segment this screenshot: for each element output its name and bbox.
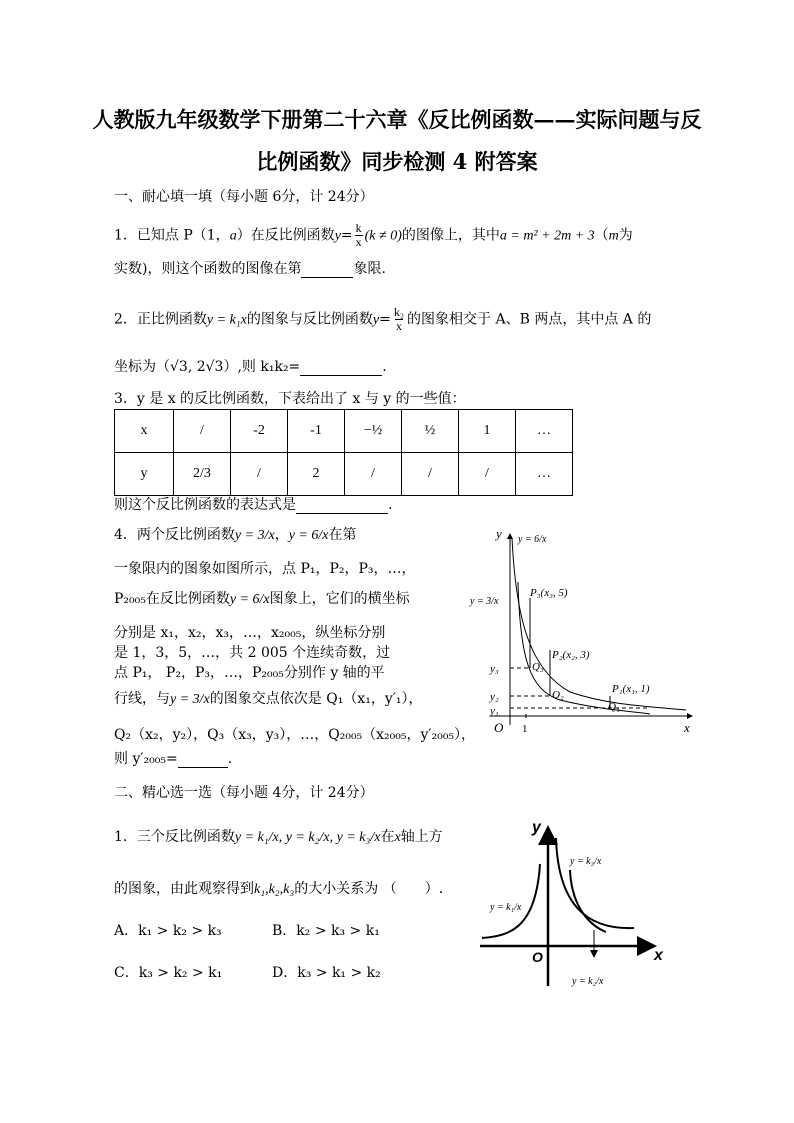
q1-var-y: y <box>334 228 341 244</box>
section2-heading: 二、精心选一选（每小题 4分，计 24分） <box>114 785 374 801</box>
y-axis-label: y <box>532 819 541 836</box>
question-1-4-line6: 点 P₁， P₂，P₃，…，P₂₀₀₅分别作 y 轴的平 <box>114 665 385 681</box>
label-k3: y = k₃/x <box>570 856 602 867</box>
tick-label-1: 1 <box>522 723 528 735</box>
option-b[interactable]: B．k₂ > k₃ > k₁ <box>272 923 380 939</box>
question-1-1-line1 <box>114 222 633 249</box>
table-cell: … <box>516 453 573 496</box>
q1-text-e: 为 <box>618 227 633 244</box>
label-q2: Q₂ <box>552 689 564 701</box>
table-cell: −½ <box>345 410 402 453</box>
table-cell: / <box>402 453 459 496</box>
table-cell: -1 <box>288 410 345 453</box>
q1-text-d: （ <box>594 227 609 244</box>
q3-after-text: 则这个反比例函数的表达式是 <box>114 497 296 513</box>
q1-num: k <box>355 221 362 235</box>
q2-tail: . <box>382 359 387 375</box>
label-y3: y₃ <box>490 663 499 675</box>
q1-eq: = <box>340 227 353 244</box>
q4-l3b: 图象上，它们的横坐标 <box>269 591 410 607</box>
s2q1-functions: y = k₁/x, y = k₂/x, y = k₃/x <box>234 830 381 845</box>
s2q1-x: x <box>394 830 401 845</box>
question-2-1-line2 <box>114 880 443 899</box>
q2-line2-b: ）,则 k₁k₂= <box>223 359 301 375</box>
x-axis-label: x <box>684 720 690 735</box>
table-cell: … <box>516 410 573 453</box>
table-cell: 2/3 <box>174 453 231 496</box>
y-axis-label: y <box>496 526 502 541</box>
question-1-1-line2 <box>114 260 386 278</box>
q2-num: k₂ <box>393 305 405 319</box>
q4-l9: 则 y′₂₀₀₅= <box>114 751 178 767</box>
table-cell: / <box>345 453 402 496</box>
label-p2: P₂(x₂, 3) <box>552 649 590 661</box>
s2q1-line2a: 的图象，由此观察得到 <box>114 881 254 897</box>
q1-expression: a = m² + 2m + 3 <box>499 228 595 244</box>
q1-den: x <box>355 235 362 249</box>
q1-var-a: a <box>229 228 237 244</box>
x-axis-label: x <box>654 947 663 964</box>
q4-l1b: ， <box>274 527 289 543</box>
question-1-4-line7 <box>114 690 423 709</box>
q4-answer-blank[interactable] <box>178 753 228 768</box>
q2-line2-a: 坐标为（ <box>114 359 170 375</box>
option-a[interactable]: A．k₁ > k₂ > k₃ <box>114 923 222 939</box>
q2-coordinate: √3, 2√3 <box>170 359 224 375</box>
s2q1-t1: 1．三个反比例函数 <box>114 829 235 845</box>
table-cell: / <box>231 453 288 496</box>
question-1-3-intro: 3．y 是 x 的反比例函数，下表给出了 x 与 y 的一些值： <box>114 391 466 407</box>
q1-line2-text: 实数)，则这个函数的图像在第 <box>114 261 302 277</box>
page-title-line2: 比例函数》同步检测 4 附答案 <box>256 149 538 174</box>
question-1-2-line2 <box>114 358 387 376</box>
question-1-4-line8: Q₂（x₂，y₂），Q₃（x₃，y₃），…，Q₂₀₀₅（x₂₀₀₅，y′₂₀₀₅）， <box>114 727 476 743</box>
label-y2: y₂ <box>490 691 499 703</box>
q2-text-c: 的图象相交于 A、B 两点，其中点 A 的 <box>407 311 652 328</box>
s2q1-line2b: 的大小关系为 （ ）. <box>294 881 444 897</box>
label-q1: Q₁ <box>608 701 620 713</box>
label-p1: P₁(x₁, 1) <box>612 683 650 695</box>
table-cell: -2 <box>231 410 288 453</box>
q1-answer-blank[interactable] <box>301 263 353 278</box>
label-curve-left: y = 3/x <box>470 596 499 607</box>
q2-expr1: y = k₁x <box>206 312 247 328</box>
table-cell: y <box>115 453 174 496</box>
q1-text-a: 1．已知点 P（1， <box>114 227 230 244</box>
s2q1-t3: 轴上方 <box>400 829 443 845</box>
question-1-4-line2: 一象限内的图象如图所示，点 P₁，P₂，P₃，…， <box>114 561 416 577</box>
q4-f2: y = 6/x <box>288 528 329 543</box>
question-1-4-line4: 分别是 x₁，x₂，x₃，…，x₂₀₀₅，纵坐标分别 <box>114 625 386 641</box>
question-1-4-line5: 是 1，3，5，…，共 2 005 个连续奇数，过 <box>114 645 391 661</box>
q2-den: x <box>395 319 402 333</box>
curve-k1 <box>482 864 540 938</box>
q2-fraction <box>393 306 405 333</box>
table-cell: / <box>174 410 231 453</box>
question-2-1-line1 <box>114 828 443 847</box>
s2q1-t2: 在 <box>380 829 395 845</box>
table-cell: 1 <box>459 410 516 453</box>
table-cell: ½ <box>402 410 459 453</box>
q2-text-b: 的图象与反比例函数 <box>246 311 373 328</box>
q2-eq: = <box>379 311 391 328</box>
q3-tail: . <box>388 497 393 513</box>
question-1-3-after <box>114 496 392 514</box>
q2-text-a: 2．正比例函数 <box>114 311 207 328</box>
label-curve-top: y = 6/x <box>518 534 547 545</box>
q1-text-c: 的图像上，其中 <box>401 227 500 244</box>
label-p3: P₃(x₃, 5) <box>530 587 568 599</box>
q4-l1a: 4．两个反比例函数 <box>114 527 235 543</box>
table-row <box>115 410 573 453</box>
q4-l1c: 在第 <box>328 527 357 543</box>
value-table <box>114 409 573 496</box>
figure-three-hyperbolas <box>476 814 676 1004</box>
figure-reciprocal-curves <box>460 520 700 745</box>
table-cell: 2 <box>288 453 345 496</box>
origin-label: O <box>494 720 504 735</box>
table-cell: x <box>115 410 174 453</box>
question-1-4-line3 <box>114 590 410 609</box>
s2q1-ks: k₁,k₂,k₃ <box>254 882 295 897</box>
q1-text-b: ）在反比例函数 <box>236 227 335 244</box>
q1-tail: 象限. <box>353 261 386 277</box>
q1-var-m: m <box>608 228 619 244</box>
label-k1: y = k₁/x <box>490 902 522 913</box>
curve-k2 <box>556 838 634 928</box>
option-d[interactable]: D．k₃ > k₁ > k₂ <box>272 965 381 981</box>
q2-answer-blank[interactable] <box>300 361 382 376</box>
q4-f4: y = 3/x <box>170 692 210 707</box>
section1-heading: 一、耐心填一填（每小题 6分，计 24分） <box>114 189 374 205</box>
option-c[interactable]: C．k₃ > k₂ > k₁ <box>114 965 223 981</box>
q4-tail: . <box>227 751 233 767</box>
table-cell: / <box>459 453 516 496</box>
table-row <box>115 453 573 496</box>
q4-f3: y = 6/x <box>229 592 270 607</box>
q4-l7b: 的图象交点依次是 Q₁（x₁，y′₁）， <box>209 691 423 707</box>
q3-answer-blank[interactable] <box>296 499 388 514</box>
page-title-line1: 人教版九年级数学下册第二十六章《反比例函数——实际问题与反 <box>92 107 702 132</box>
question-1-2-line1 <box>114 306 651 333</box>
q4-l3a: P₂₀₀₅在反比例函数 <box>114 591 230 607</box>
q1-fraction <box>355 222 363 249</box>
question-1-4-line9 <box>114 750 232 768</box>
label-q3: Q₃ <box>532 661 544 673</box>
origin-label: O <box>532 949 543 965</box>
q2-var-y: y <box>372 312 380 328</box>
q4-l7a: 行线，与 <box>114 691 170 707</box>
label-y1: y₁ <box>490 705 499 717</box>
q4-f1: y = 3/x <box>234 528 275 543</box>
question-1-4-line1 <box>114 526 356 545</box>
label-k2: y = k₂/x <box>572 976 604 987</box>
q1-condition: (k ≠ 0) <box>364 228 402 244</box>
